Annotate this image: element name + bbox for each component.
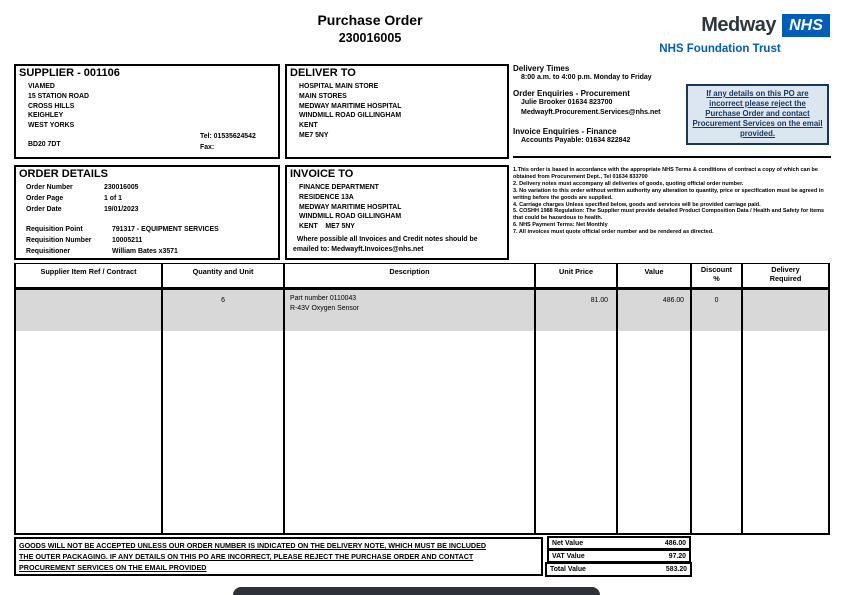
- line-item-value: 486.00: [662, 297, 684, 304]
- terms-item: 2. Delivery notes must accompany all deliveries of goods, quoting official order number.: [513, 180, 744, 187]
- order-enquiries-email: Medwayft.Procurement.Services@nhs.net: [521, 109, 661, 116]
- order-enquiries-heading: Order Enquiries - Procurement: [513, 89, 630, 98]
- supplier-telfax: [200, 131, 256, 153]
- col-header-delivery-line2: Required: [769, 274, 802, 283]
- requisition-number-label: Requisition Number: [26, 237, 92, 244]
- warning-line2: THE OUTER PACKAGING. IF ANY DETAILS ON THIS PO ARE INCORRECT, PLEASE REJECT THE PURCHASE ORDER AND CONTACT: [19, 551, 474, 561]
- supplier-fax: Fax:: [200, 144, 215, 151]
- requisition-point-value: 791317 - EQUIPMENT SERVICES: [112, 226, 219, 233]
- line-item-discount: 0: [714, 297, 719, 304]
- order-enquiries-contact: Julie Brooker 01634 823700: [521, 99, 613, 106]
- table-top-border: [14, 263, 830, 264]
- terms-item: 3. No variation to this order without written authority any alteration to quantity, price or specification must be agreed in writing before the goods are supplied.: [513, 187, 824, 201]
- net-value-label: Net Value: [552, 540, 584, 547]
- total-value-amount: 583.20: [665, 566, 687, 573]
- invoice-enquiries-contact: Accounts Payable: 01634 822842: [521, 137, 631, 144]
- deliver-address-line: WINDMILL ROAD GILLINGHAM: [299, 112, 402, 120]
- invoice-to-section: [285, 165, 509, 260]
- order-details-section: [14, 165, 280, 260]
- col-header-delivery-line1: Delivery: [771, 265, 800, 274]
- col-header-supplier-item-ref: Supplier Item Ref / Contract: [40, 267, 137, 276]
- requisitioner-label: Requisitioner: [26, 248, 71, 255]
- pdf-viewer-toolbar-edge: [233, 587, 600, 595]
- total-value-label: Total Value: [550, 566, 586, 573]
- col-header-description: Description: [389, 267, 430, 276]
- terms-and-conditions: [513, 167, 831, 236]
- deliver-address-line: MEDWAY MARITIME HOSPITAL: [299, 102, 402, 110]
- col-header-unit-price: Unit Price: [558, 267, 594, 276]
- requisition-point-label: Requisition Point: [26, 226, 83, 233]
- supplier-address-line: WEST YORKS: [28, 122, 75, 130]
- invoice-enquiries-heading: Invoice Enquiries - Finance: [513, 127, 617, 136]
- order-number-label: Order Number: [26, 184, 73, 191]
- supplier-address-line: KEIGHLEY: [28, 112, 64, 120]
- table-column-divider: [283, 263, 285, 535]
- invoice-address-line: FINANCE DEPARTMENT: [299, 184, 379, 191]
- invoice-to-heading: INVOICE TO: [290, 168, 354, 180]
- order-date-value: 19/01/2023: [104, 206, 139, 213]
- table-border-left: [14, 263, 16, 535]
- col-header-discount-line2: %: [713, 274, 720, 283]
- table-bottom-border: [14, 533, 830, 535]
- order-number-title: 230016005: [338, 31, 402, 45]
- vat-value-amount: 97.20: [668, 553, 686, 560]
- order-date-label: Order Date: [26, 206, 62, 213]
- terms-item: 5. COSHH 1988 Regulation: The Supplier must provide detailed Product Composition Data / Health and Safety for items that could be hazardous to health.: [513, 208, 825, 222]
- invoice-email-note-line2: emailed to: Medwayft.Invoices@nhs.net: [293, 246, 424, 253]
- deliver-address-line: HOSPITAL MAIN STORE: [299, 83, 379, 90]
- logo-subtitle: NHS Foundation Trust: [659, 43, 781, 55]
- supplier-tel: Tel: 01535624542: [200, 133, 256, 140]
- deliver-to-address: [299, 82, 401, 141]
- goods-acceptance-warning: [14, 537, 543, 576]
- supplier-address: [28, 82, 89, 131]
- line-item-description: [290, 294, 359, 313]
- col-header-discount: [692, 265, 741, 283]
- net-value-row: [547, 536, 691, 550]
- supplier-heading: SUPPLIER - 001106: [19, 67, 120, 79]
- invoice-email-note-line1: Where possible all Invoices and Credit notes should be: [293, 236, 478, 243]
- deliver-to-heading: DELIVER TO: [290, 67, 356, 79]
- line-item-unit-price: 81.00: [590, 297, 608, 304]
- supplier-address-line: 15 STATION ROAD: [28, 92, 89, 100]
- supplier-postcode: BD20 7DT: [28, 141, 61, 148]
- table-column-divider: [741, 263, 743, 535]
- deliver-to-section: [285, 64, 509, 159]
- order-page-value: 1 of 1: [104, 195, 122, 202]
- terms-item: 1.This order is based in accordance with the appropriate NHS Terms & conditions of contract a copy of which can be obtained from Procurement Dept., Tel 01634 833700: [513, 167, 818, 180]
- requisitioner-value: William Bates x3571: [112, 248, 178, 255]
- warning-line1: GOODS WILL NOT BE ACCEPTED UNLESS OUR ORDER NUMBER IS INDICATED ON THE DELIVERY NOTE, WHICH MUST BE INCLUDED: [19, 541, 487, 550]
- contact-divider: [513, 156, 831, 158]
- terms-item: 6. NHS Payment Terms: Net Monthly: [513, 222, 608, 229]
- nhs-logo-icon: NHS: [782, 14, 830, 37]
- supplier-address-line: CROSS HILLS: [28, 102, 75, 110]
- invoice-address-line: RESIDENCE 13A: [299, 193, 354, 201]
- order-details-heading: ORDER DETAILS: [19, 168, 109, 180]
- supplier-section: [14, 64, 280, 159]
- line-item-part-number: Part number 0110043: [290, 295, 357, 302]
- line-item-quantity: 6: [221, 297, 225, 304]
- deliver-address-line: ME7 5NY: [299, 131, 329, 139]
- warning-line3: PROCUREMENT SERVICES ON THE EMAIL PROVIDED: [19, 562, 207, 572]
- net-value-amount: 486.00: [664, 540, 686, 547]
- medway-nhs-logo: [640, 14, 830, 55]
- terms-item: 7. All invoices must quote official order number and be rendered as directed.: [513, 229, 714, 236]
- vat-value-label: VAT Value: [552, 553, 585, 560]
- col-header-delivery-required: [743, 265, 828, 283]
- order-page-label: Order Page: [26, 195, 64, 202]
- delivery-times-text: 8:00 a.m. to 4:00 p.m. Monday to Friday: [521, 74, 652, 81]
- supplier-address-line: VIAMED: [28, 83, 55, 90]
- delivery-times-heading: Delivery Times: [513, 64, 570, 73]
- invoice-address-line: MEDWAY MARITIME HOSPITAL: [299, 203, 402, 211]
- col-header-discount-line1: Discount: [700, 265, 733, 274]
- page-title: Purchase Order: [317, 12, 423, 28]
- deliver-address-line: KENT: [299, 122, 318, 130]
- invoice-address-line: WINDMILL ROAD GILLINGHAM: [299, 213, 402, 221]
- line-item-product-name: R-43V Oxygen Sensor: [290, 304, 359, 312]
- col-header-value: Value: [644, 267, 664, 276]
- terms-item: 4. Carriage charges Unless specified below, goods and services will be provided carriage paid.: [513, 201, 761, 208]
- table-header-underline: [14, 287, 830, 290]
- total-value-row: [545, 562, 692, 577]
- table-border-right: [828, 263, 830, 535]
- order-number-value: 230016005: [104, 184, 139, 191]
- logo-brand-text: Medway: [701, 14, 776, 36]
- po-reject-notice: If any details on this PO are incorrect please reject the Purchase Order and contact Procurement Services on the email provided.: [686, 84, 829, 145]
- deliver-address-line: MAIN STORES: [299, 92, 347, 100]
- requisition-number-value: 10005211: [112, 237, 143, 244]
- document-header: [130, 12, 610, 45]
- invoice-to-address: [299, 183, 401, 232]
- invoice-address-line: KENT ME7 5NY: [299, 223, 355, 231]
- col-header-quantity-unit: Quantity and Unit: [192, 267, 254, 276]
- vat-value-row: [547, 549, 691, 563]
